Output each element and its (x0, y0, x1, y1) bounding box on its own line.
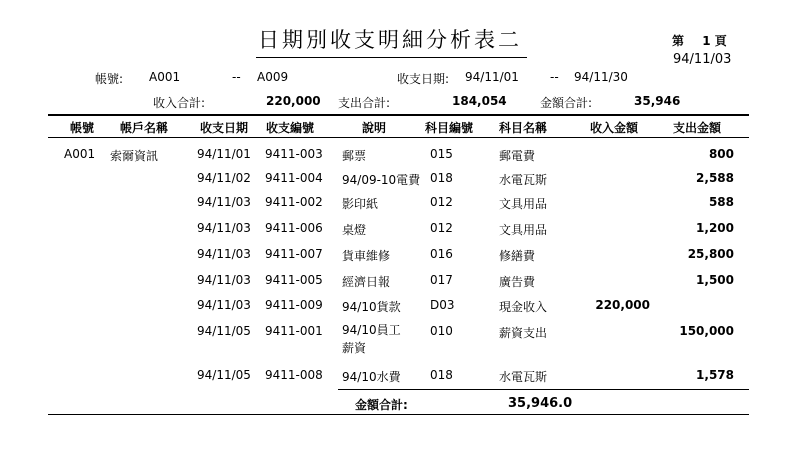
cell-desc: 桌燈 (342, 223, 367, 237)
cell-no: 9411-007 (265, 247, 323, 261)
col-no: 收支編號 (266, 121, 315, 135)
cell-expense: 1,578 (696, 368, 734, 382)
title-underline (256, 57, 527, 58)
balance-total-label: 金額合計: (540, 96, 593, 110)
income-total-label: 收入合計: (153, 96, 206, 110)
cell-no: 9411-004 (265, 171, 323, 185)
cell-subject-name: 郵電費 (499, 149, 536, 163)
date-to: 94/11/30 (574, 70, 628, 84)
cell-subject-no: D03 (430, 298, 455, 312)
cell-subject-no: 012 (430, 195, 453, 209)
cell-expense: 1,200 (696, 221, 734, 235)
report-title: 日期別收支明細分析表二 (258, 28, 522, 52)
cell-desc: 94/10貨款 (342, 300, 401, 314)
cell-subject-name: 文具用品 (499, 197, 548, 211)
cell-date: 94/11/03 (197, 221, 251, 235)
cell-desc: 影印紙 (342, 197, 379, 211)
cell-desc: 94/09-10電費 (342, 173, 421, 187)
cell-no: 9411-001 (265, 324, 323, 338)
cell-date: 94/11/03 (197, 195, 251, 209)
total-top-rule (338, 389, 749, 390)
cell-subject-name: 薪資支出 (499, 326, 548, 340)
expense-total-label: 支出合計: (338, 96, 391, 110)
grand-total-value: 35,946.0 (508, 396, 573, 411)
cell-expense: 800 (708, 147, 734, 161)
cell-expense: 25,800 (687, 247, 734, 261)
cell-account-name: 索爾資訊 (110, 149, 159, 163)
cell-date: 94/11/03 (197, 273, 251, 287)
date-filter-label: 收支日期: (397, 72, 450, 86)
print-date: 94/11/03 (673, 52, 732, 67)
cell-subject-no: 012 (430, 221, 453, 235)
account-range-dash: -- (232, 70, 241, 84)
cell-subject-name: 修繕費 (499, 249, 536, 263)
cell-subject-name: 水電瓦斯 (499, 173, 548, 187)
balance-total-value: 35,946 (634, 94, 681, 108)
cell-desc: 94/10水費 (342, 370, 401, 384)
cell-date: 94/11/01 (197, 147, 251, 161)
cell-desc: 94/10員工薪資 (342, 323, 401, 355)
cell-subject-name: 水電瓦斯 (499, 370, 548, 384)
cell-desc: 經濟日報 (342, 275, 391, 289)
cell-no: 9411-003 (265, 147, 323, 161)
account-filter-label: 帳號: (95, 72, 124, 86)
col-expense: 支出金額 (673, 121, 722, 135)
cell-subject-no: 016 (430, 247, 453, 261)
cell-date: 94/11/03 (197, 298, 251, 312)
cell-expense: 1,500 (696, 273, 734, 287)
account-to: A009 (257, 70, 289, 84)
col-account: 帳號 (70, 121, 95, 135)
header-bottom-rule (48, 137, 749, 138)
cell-subject-no: 015 (430, 147, 453, 161)
col-desc: 說明 (362, 121, 387, 135)
footer-bottom-rule (48, 414, 749, 415)
cell-date: 94/11/03 (197, 247, 251, 261)
cell-subject-name: 文具用品 (499, 223, 548, 237)
date-range-dash: -- (550, 70, 559, 84)
account-from: A001 (149, 70, 181, 84)
cell-account: A001 (64, 147, 96, 161)
cell-date: 94/11/05 (197, 324, 251, 338)
col-subject-name: 科目名稱 (499, 121, 548, 135)
cell-expense: 588 (708, 195, 734, 209)
cell-desc: 貨車維修 (342, 249, 391, 263)
cell-subject-no: 018 (430, 368, 453, 382)
cell-no: 9411-008 (265, 368, 323, 382)
col-account-name: 帳戶名稱 (120, 121, 169, 135)
cell-no: 9411-002 (265, 195, 323, 209)
grand-total-label: 金額合計: (355, 398, 408, 412)
cell-no: 9411-009 (265, 298, 323, 312)
date-from: 94/11/01 (465, 70, 519, 84)
col-date: 收支日期 (200, 121, 249, 135)
cell-date: 94/11/02 (197, 171, 251, 185)
col-income: 收入金額 (590, 121, 639, 135)
cell-subject-name: 廣告費 (499, 275, 536, 289)
cell-expense: 150,000 (679, 324, 734, 338)
cell-subject-no: 017 (430, 273, 453, 287)
page-unit: 頁 (714, 34, 727, 48)
cell-no: 9411-005 (265, 273, 323, 287)
cell-desc: 郵票 (342, 149, 367, 163)
cell-subject-no: 018 (430, 171, 453, 185)
page-label: 第 (672, 34, 685, 48)
col-subject-no: 科目編號 (425, 121, 474, 135)
cell-expense: 2,588 (696, 171, 734, 185)
page-number: 1 (702, 34, 711, 48)
cell-no: 9411-006 (265, 221, 323, 235)
expense-total-value: 184,054 (452, 94, 507, 108)
cell-income: 220,000 (595, 298, 650, 312)
income-total-value: 220,000 (266, 94, 321, 108)
page-indicator (672, 32, 727, 49)
cell-date: 94/11/05 (197, 368, 251, 382)
header-top-rule (48, 114, 749, 116)
cell-subject-no: 010 (430, 324, 453, 338)
cell-subject-name: 現金收入 (499, 300, 548, 314)
